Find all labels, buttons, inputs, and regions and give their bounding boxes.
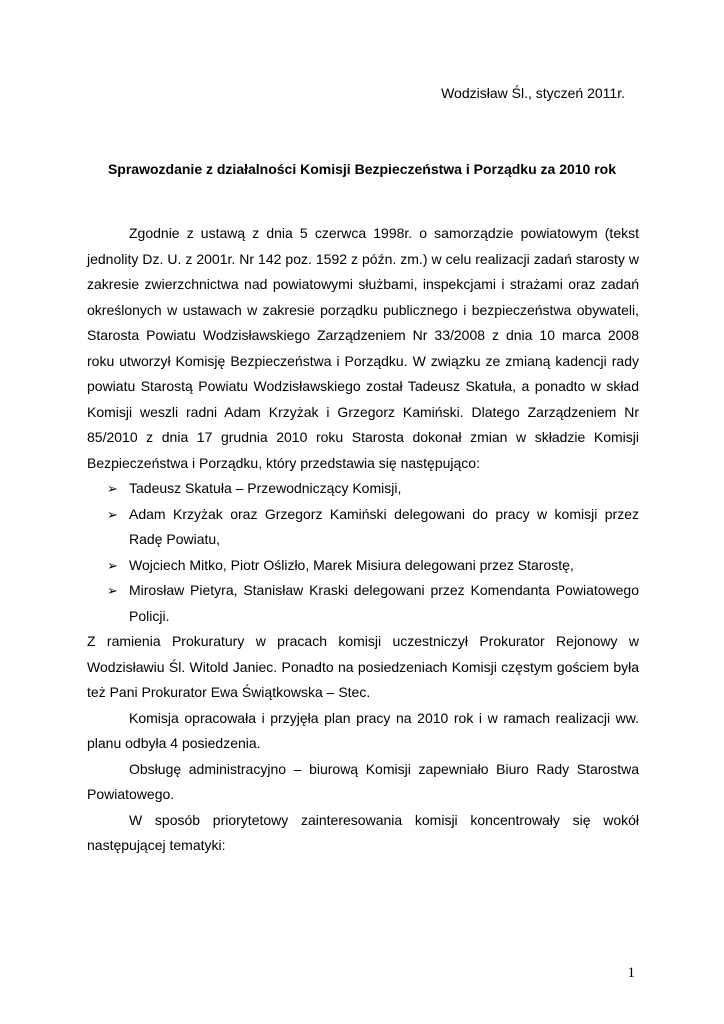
list-item-text: Adam Krzyżak oraz Grzegorz Kamiński delegowani do pracy w komisji przez Radę Powiatu, <box>129 505 639 547</box>
arrow-bullet-icon: ➢ <box>107 481 118 496</box>
paragraph-priorities: W sposób priorytetowy zainteresowania komisji koncentrowały się wokół następującej tematyki: <box>87 811 639 853</box>
list-item <box>107 502 639 553</box>
list-item <box>107 476 639 502</box>
paragraph-plan: Komisja opracowała i przyjęła plan pracy na 2010 rok i w ramach realizacji ww. planu odbyła 4 posiedzenia. <box>87 709 639 751</box>
paragraph-prosecutor: Z ramienia Prokuratury w pracach komisji uczestniczył Prokurator Rejonowy w Wodzisławiu Śl. Witold Janiec. Ponadto na posiedzeniach Komisji częstym gościem była też Pani Prokurator Ewa Świątkowska – Stec. <box>87 633 639 700</box>
paragraph-administration: Obsługę administracyjno – biurową Komisji zapewniało Biuro Rady Starostwa Powiatowego. <box>87 760 639 802</box>
paragraph-intro: Zgodnie z ustawą z dnia 5 czerwca 1998r. o samorządzie powiatowym (tekst jednolity Dz. U. z 2001r. Nr 142 poz. 1592 z późn. zm.) w celu realizacji zadań starosty w zakresie zwierzchnictwa nad powiatowymi służbami, inspekcjami i strażami oraz zadań określonych w ustawach w zakresie porządku publicznego i bezpieczeństwa obywateli, Starosta Powiatu Wodzisławskiego Zarządzeniem Nr 33/2008 z dnia 10 marca 2008 roku utworzył Komisję Bezpieczeństwa i Porządku. W związku ze zmianą kadencji rady powiatu Starostą Powiatu Wodzisławskiego został Tadeusz Skatuła, a ponadto w skład Komisji weszli radni Adam Krzyżak i Grzegorz Kamiński. Dlatego Zarządzeniem Nr 85/2010 z dnia 17 grudnia 2010 roku Starosta dokonał zmian w składzie Komisji Bezpieczeństwa i Porządku, który przedstawia się następująco: <box>87 225 639 471</box>
members-list <box>87 476 639 629</box>
list-item-text: Tadeusz Skatuła – Przewodniczący Komisji, <box>129 480 402 496</box>
arrow-bullet-icon: ➢ <box>107 506 118 522</box>
list-item <box>107 553 639 579</box>
document-body <box>87 221 639 859</box>
place-date: Wodzisław Śl., styczeń 2011r. <box>441 85 625 101</box>
list-item-text: Wojciech Mitko, Piotr Oślizło, Marek Misiura delegowani przez Starostę, <box>129 556 574 573</box>
list-item <box>107 578 639 629</box>
page-number: 1 <box>627 965 635 981</box>
document-title: Sprawozdanie z działalności Komisji Bezpieczeństwa i Porządku za 2010 rok <box>107 161 617 177</box>
arrow-bullet-icon: ➢ <box>107 583 118 598</box>
list-item-text: Mirosław Pietyra, Stanisław Kraski delegowani przez Komendanta Powiatowego Policji. <box>129 582 639 624</box>
arrow-bullet-icon: ➢ <box>107 557 118 573</box>
